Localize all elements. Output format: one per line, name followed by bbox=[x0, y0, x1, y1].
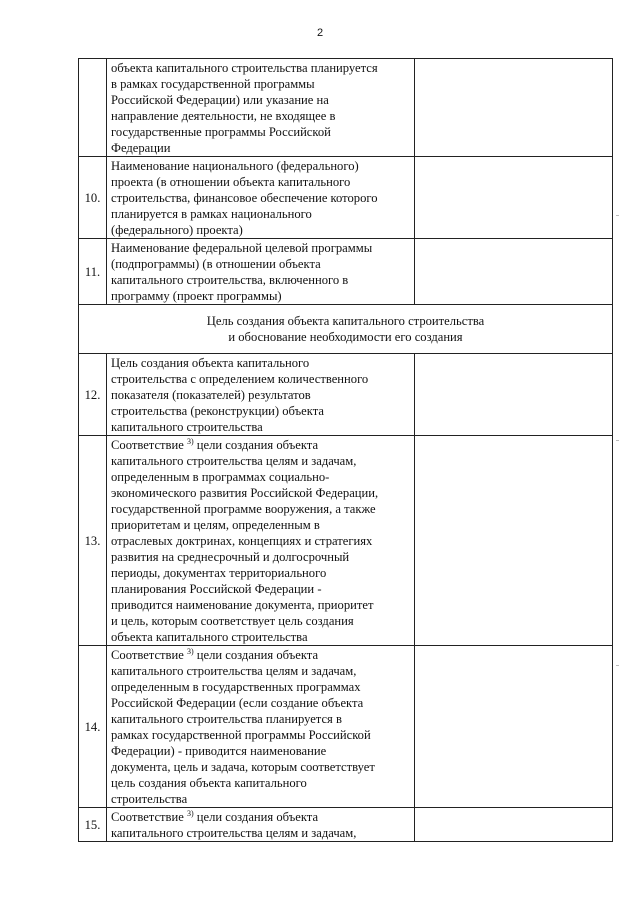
description-text: Соответствие bbox=[111, 648, 187, 662]
description-line: Наименование национального (федерального) bbox=[111, 159, 359, 173]
description-line: капитального строительства целям и задачам, bbox=[111, 826, 357, 840]
description-line: государственные программы Российской bbox=[111, 125, 331, 139]
row-value-cell bbox=[415, 354, 613, 436]
description-line: определенным в государственных программах bbox=[111, 680, 361, 694]
description-line: строительства (реконструкции) объекта bbox=[111, 404, 324, 418]
row-number: 11. bbox=[79, 239, 107, 305]
description-line: капитального строительства, включенного в bbox=[111, 273, 349, 287]
description-line: капитального строительства планируется в bbox=[111, 712, 342, 726]
description-text: цели создания объекта bbox=[193, 648, 319, 662]
description-line: строительства bbox=[111, 792, 188, 806]
description-line: приоритетам и целям, определенным в bbox=[111, 518, 320, 532]
row-value-cell bbox=[415, 808, 613, 842]
footnote-marker: 3) bbox=[186, 437, 194, 446]
description-line: капитального строительства bbox=[111, 420, 263, 434]
description-line: объекта капитального строительства планируется bbox=[111, 61, 378, 75]
description-line: (подпрограммы) (в отношении объекта bbox=[111, 257, 321, 271]
row-description bbox=[107, 354, 415, 436]
section-heading bbox=[79, 305, 613, 354]
description-line: капитального строительства целям и задачам, bbox=[111, 454, 357, 468]
description-line: планируется в рамках национального bbox=[111, 207, 312, 221]
description-text: Соответствие bbox=[111, 810, 187, 824]
scan-speck bbox=[616, 665, 619, 666]
description-line: документа, цель и задача, которым соответствует bbox=[111, 760, 375, 774]
row-number: 14. bbox=[79, 646, 107, 808]
description-line: объекта капитального строительства bbox=[111, 630, 308, 644]
description-text: Соответствие bbox=[111, 438, 187, 452]
description-line: капитального строительства целям и задачам, bbox=[111, 664, 357, 678]
description-line: Российской Федерации) или указание на bbox=[111, 93, 329, 107]
row-number: 12. bbox=[79, 354, 107, 436]
description-line: в рамках государственной программы bbox=[111, 77, 315, 91]
footnote-marker: 3) bbox=[186, 809, 194, 818]
row-description bbox=[107, 646, 415, 808]
section-heading-row bbox=[79, 305, 613, 354]
description-line: и цель, которым соответствует цель создания bbox=[111, 614, 354, 628]
description-line: показателя (показателей) результатов bbox=[111, 388, 311, 402]
description-text: цели создания объекта bbox=[193, 438, 319, 452]
requirements-table bbox=[78, 58, 613, 842]
description-line: рамках государственной программы Российской bbox=[111, 728, 371, 742]
description-line: Цель создания объекта капитального bbox=[111, 356, 310, 370]
description-line: строительства с определением количественного bbox=[111, 372, 369, 386]
description-line: цель создания объекта капитального bbox=[111, 776, 307, 790]
row-value-cell bbox=[415, 239, 613, 305]
row-number: 13. bbox=[79, 436, 107, 646]
description-line bbox=[111, 437, 410, 453]
table-row bbox=[79, 157, 613, 239]
table-row bbox=[79, 646, 613, 808]
description-line: Российской Федерации (если создание объекта bbox=[111, 696, 364, 710]
description-text: цели создания объекта bbox=[193, 810, 319, 824]
description-line: программу (проект программы) bbox=[111, 289, 282, 303]
table-row bbox=[79, 59, 613, 157]
row-description bbox=[107, 436, 415, 646]
description-line: развития на среднесрочный и долгосрочный bbox=[111, 550, 350, 564]
description-line: планирования Российской Федерации - bbox=[111, 582, 322, 596]
description-line: экономического развития Российской Федерации, bbox=[111, 486, 379, 500]
row-value-cell bbox=[415, 436, 613, 646]
table-row bbox=[79, 354, 613, 436]
description-line bbox=[111, 647, 410, 663]
description-line: Наименование федеральной целевой программы bbox=[111, 241, 373, 255]
table-row bbox=[79, 239, 613, 305]
description-line: государственной программе вооружения, а также bbox=[111, 502, 376, 516]
row-description bbox=[107, 157, 415, 239]
section-heading-line: и обоснование необходимости его создания bbox=[228, 330, 463, 344]
description-line: определенным в программах социально- bbox=[111, 470, 330, 484]
row-description bbox=[107, 239, 415, 305]
description-line: проекта (в отношении объекта капитального bbox=[111, 175, 351, 189]
description-line: приводится наименование документа, приоритет bbox=[111, 598, 374, 612]
row-description bbox=[107, 808, 415, 842]
table-row bbox=[79, 808, 613, 842]
description-line: Федерации bbox=[111, 141, 171, 155]
row-number bbox=[79, 59, 107, 157]
scan-speck bbox=[616, 215, 619, 216]
row-value-cell bbox=[415, 646, 613, 808]
description-line: периоды, документах территориального bbox=[111, 566, 327, 580]
description-line: строительства, финансовое обеспечение которого bbox=[111, 191, 378, 205]
row-value-cell bbox=[415, 157, 613, 239]
description-line: (федерального) проекта) bbox=[111, 223, 243, 237]
row-number: 15. bbox=[79, 808, 107, 842]
page-number: 2 bbox=[316, 27, 324, 39]
row-value-cell bbox=[415, 59, 613, 157]
section-heading-line: Цель создания объекта капитального строительства bbox=[206, 314, 485, 328]
row-number: 10. bbox=[79, 157, 107, 239]
description-line: направление деятельности, не входящее в bbox=[111, 109, 336, 123]
description-line: Федерации) - приводится наименование bbox=[111, 744, 327, 758]
description-line bbox=[111, 809, 410, 825]
table-row bbox=[79, 436, 613, 646]
footnote-marker: 3) bbox=[186, 647, 194, 656]
description-line: отраслевых доктринах, концепциях и стратегиях bbox=[111, 534, 373, 548]
scan-speck bbox=[616, 440, 619, 441]
row-description bbox=[107, 59, 415, 157]
